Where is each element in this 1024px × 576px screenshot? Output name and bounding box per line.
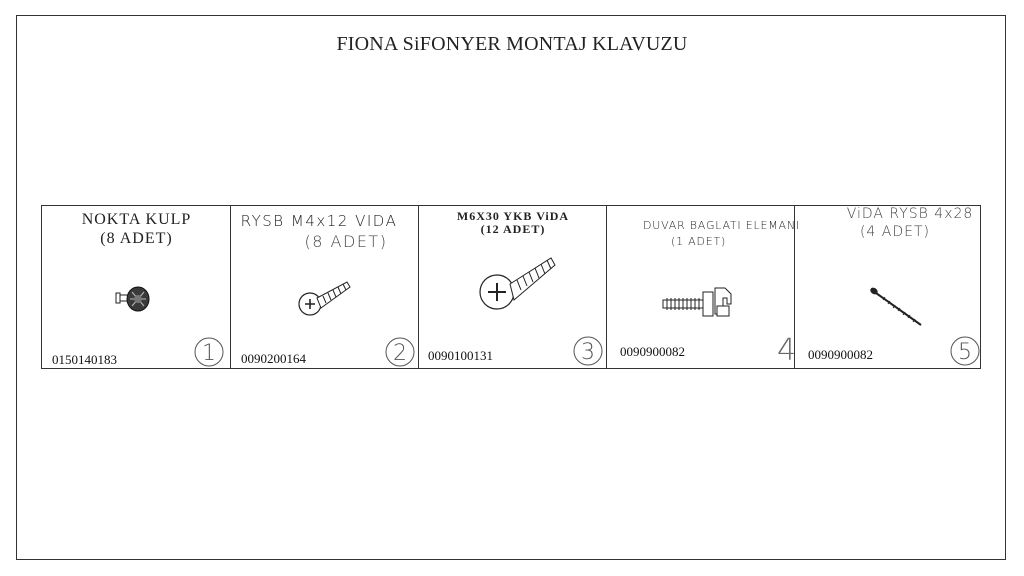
part-code: 0090900082	[620, 344, 685, 359]
part-name: RYSB M4x12 VIDA	[240, 212, 398, 230]
part-cell-4	[607, 206, 800, 368]
part-code: 0090100131	[428, 348, 493, 363]
long-screw-icon	[867, 284, 927, 330]
index-circle	[950, 336, 980, 366]
part-name: M6X30 YKB ViDA	[456, 209, 570, 223]
part-cell-3	[419, 206, 607, 368]
part-quantity: (8 ADET)	[100, 230, 173, 247]
part-quantity: (8 ADET)	[304, 232, 388, 251]
index-number: 5	[958, 340, 972, 365]
index-number: 3	[581, 340, 595, 365]
part-code: 0090900082	[808, 347, 873, 362]
index-number: 4	[777, 333, 797, 368]
index-circle	[385, 337, 415, 367]
part-name: ViDA RYSB 4x28	[846, 206, 974, 222]
parts-table	[41, 205, 981, 369]
index-circle	[573, 336, 603, 366]
index-number: 2	[393, 341, 407, 366]
part-quantity: (4 ADET)	[859, 224, 931, 240]
index-circle	[194, 337, 224, 367]
index-number: 1	[202, 341, 216, 366]
large-screw-icon	[477, 248, 557, 314]
part-quantity: (1 ADET)	[671, 235, 727, 248]
part-cell-1	[42, 206, 231, 368]
part-quantity: (12 ADET)	[480, 222, 546, 236]
part-name: DUVAR BAGLATI ELEMANI	[643, 219, 800, 232]
part-name: NOKTA KULP	[81, 211, 192, 228]
part-code: 0090200164	[241, 351, 306, 366]
part-code: 0150140183	[52, 352, 117, 367]
part-cell-5	[795, 206, 982, 368]
document-title: FIONA SiFONYER MONTAJ KLAVUZU	[336, 33, 688, 55]
knob-icon	[114, 284, 158, 318]
part-cell-2	[231, 206, 419, 368]
wall-bracket-icon	[661, 286, 741, 320]
screw-icon	[297, 276, 353, 322]
